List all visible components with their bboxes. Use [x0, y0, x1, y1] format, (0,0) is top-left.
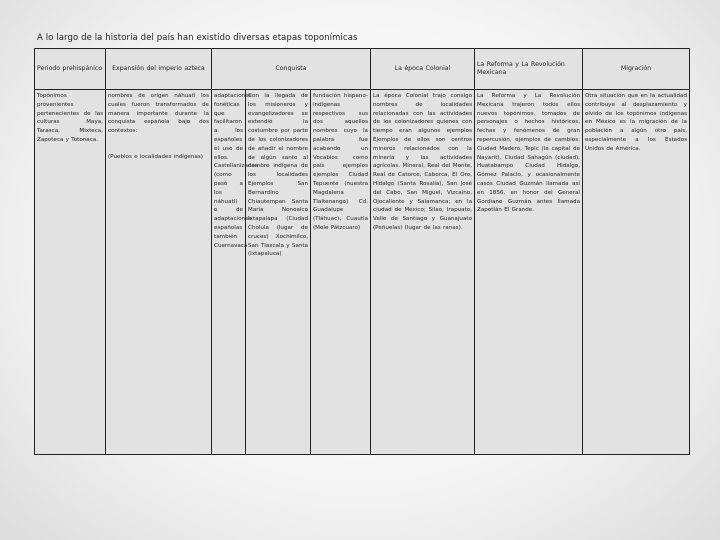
header-conquest: Conquista [212, 49, 371, 90]
cell-aztec-note: (Pueblos e localidades indígenas) [108, 153, 203, 160]
cell-conquest-foundations: fundación hispano-indígenas respectivos sus dos aquellos nombres cuyo la palabra fue acabando un Vocablos como país ejemplos ejemplos Ciudad Tepuente (nuestra Magdalena Tlaltenango) Cd. Guadalupe (Tláhuac), Cuautla (Mole Pátzcuaro) [311, 90, 371, 455]
header-reform-revolution: La Reforma y La Revolución Mexicana [475, 49, 583, 90]
cell-aztec-text: nombres de origen náhuatl los cuales fueron transformados de manera importante durante la conquista española bajo dos contextos: [108, 93, 209, 135]
cell-migration: Otra situación que en la actualidad contribuye al desplazamiento y olvido de los topónimos indígenas en México es la migración de la población a algún otro país, especialmente a los Estados Unidos de América. [583, 90, 690, 455]
page-title: A lo largo de la historia del país han existido diversas etapas toponímicas [37, 33, 358, 43]
toponymy-table [34, 48, 690, 455]
content-row [35, 90, 690, 455]
header-migration: Migración [583, 49, 690, 90]
spacer [108, 136, 209, 153]
cell-aztec-expansion [106, 90, 212, 455]
cell-conquest-missionaries: Con la llegada de los misioneros y evangelizadores se extendió la costumbre por parte de los colonizadores de añadir el nombre de algún santo al nombre indígena de los localidades Ejemplos San Bernardino Chiautempan Santa María Nonoalco Ixtapalapa (Ciudad Cholula (lugar de cruces) Xochimilco, San Tlaxcala y Santa (Ixtapaluca) [246, 90, 311, 455]
cell-colonial: La época Colonial trajo consigo nombres de localidades relacionadas con las actividades de los colonizadores quienes con tiempo eran algunos ejemplos Ejemplos de ellos son centros mineros relacionados con la minería y las actividades agrícolas. Mineral, Real del Monte, Real de Catorce, Caborca, El Oro, Hidalgo (Santa Rosalía), San José del Cabo, San Miguel, Vizcaíno, Ojocaliente y Salamanca; en la ciudad de México; Silao, Irapuato, Valle de Santiago y Guanajuato (Peñuelas) (lugar de las ranas). [371, 90, 475, 455]
cell-adaptations: adaptaciones fonéticas que facilitaron a los españoles el uso de ellos. Castellanizadas (como pasó a los náhuatl) o de adaptaciones españolas también Cuernavaca [212, 90, 246, 455]
header-row [35, 49, 690, 90]
cell-prehispanic: Topónimos provenientes pertenecientes de las culturas Maya, Tarasca, Mixteca, Zapoteca y Totonaca. [35, 90, 106, 455]
header-colonial: La época Colonial [371, 49, 475, 90]
header-aztec-expansion: Expansión del imperio azteca [106, 49, 212, 90]
header-prehispanic: Periodo prehispánico [35, 49, 106, 90]
cell-reform-revolution: La Reforma y La Revolución Mexicana trajeron todos ellos nuevos topónimos, tomados de personajes o hechos históricos, fechas y fenómenos de gran repercusión, ejemplos de cambios: Ciudad Madero, Tepic (la capital de Nayarit), Ciudad Sahagún (ciudad), Huatabampo Ciudad Hidalgo, Gómez Palacio, y ocasionalmente casos Ciudad Guzmán llamada así en 1856, en honor del General Gordiano Guzmán antes llamada Zapotlán El Grande. [475, 90, 583, 455]
